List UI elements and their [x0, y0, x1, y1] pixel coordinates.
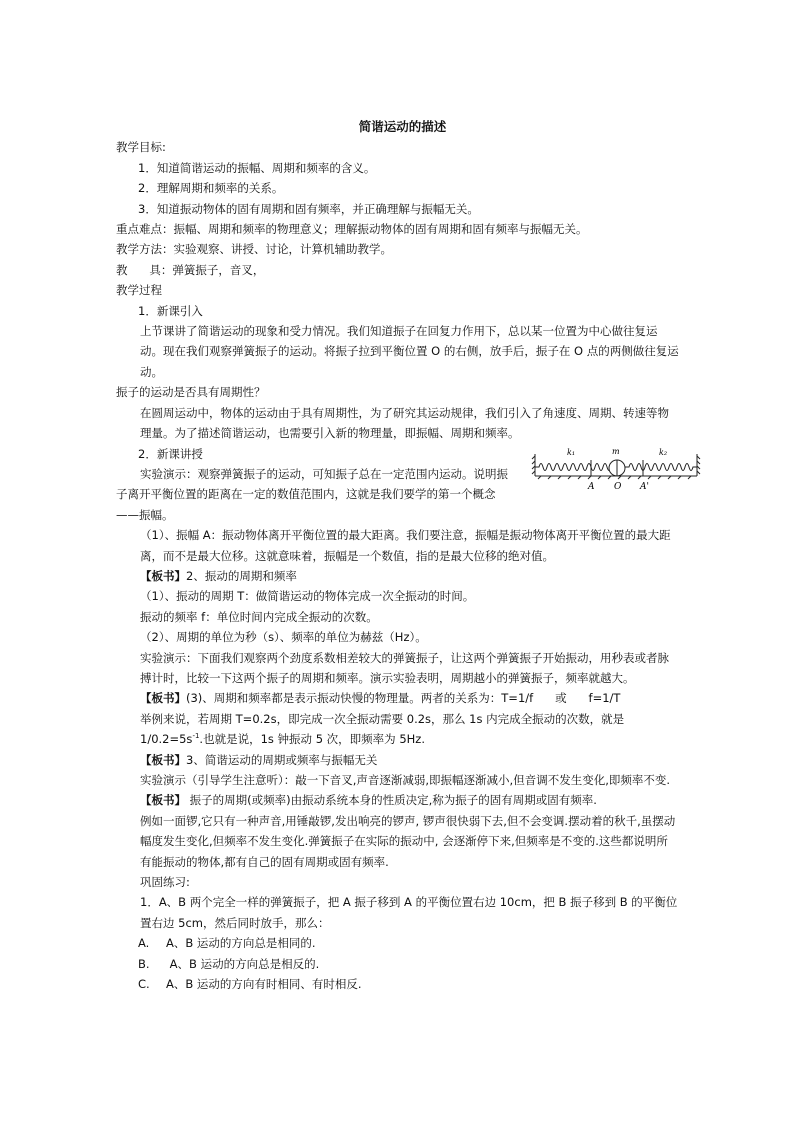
board-note	[116, 566, 679, 586]
option-text: A、B 运动的方向总是相反的.	[166, 956, 320, 971]
option-c	[116, 974, 679, 994]
paragraph: （2）、周期的单位为秒（s）、频率的单位为赫兹（Hz）。	[140, 630, 427, 645]
experiment-block	[116, 444, 679, 526]
option-a	[116, 933, 679, 953]
practice-heading: 巩固练习:	[140, 875, 190, 890]
board-text: (3)、周期和频率都是表示振动快慢的物理量。两者的关系为：T=1/f 或 f=1/T	[186, 691, 621, 706]
section-heading: 1．新课引入	[138, 303, 203, 318]
option-text: A、B 运动的方向总是相同的.	[166, 936, 316, 951]
paragraph: 实验演示：观察弹簧振子的运动，可知振子总在一定范围内运动。说明振	[140, 466, 508, 481]
paragraph: 实验演示（引导学生注意听）：敲一下音叉,声音逐渐减弱,即振幅逐渐减小,但音调不发生变化,即频率不变.	[140, 773, 671, 787]
label-o: O	[614, 481, 622, 492]
process-heading: 教学过程	[116, 283, 162, 298]
example-text-cont: .也就是说，1s 钟振动 5 次，即频率为 5Hz.	[199, 732, 425, 747]
goal-item: 2．理解周期和频率的关系。	[138, 181, 284, 196]
example-text: 举例来说，若周期 T=0.2s，即完成一次全振动需要 0.2s，那么 1s 内完成全振动的次数，就是 1/0.2=5s	[140, 711, 625, 747]
paragraph	[116, 709, 679, 750]
label-a-prime: A'	[640, 481, 649, 492]
label-k1: k₁	[567, 447, 576, 457]
teaching-tools: 教 具：弹簧振子，音叉，	[116, 262, 265, 277]
paragraph: 振动的频率 f：单位时间内完成全振动的次数。	[140, 609, 378, 624]
option-label: C.	[138, 977, 150, 992]
board-note	[116, 688, 679, 708]
paragraph: 例如一面锣,它只有一种声音,用锤敲锣,发出响亮的锣声, 锣声很快弱下去,但不会变调.摆动着的秋千,虽摆动幅度发生变化,但频率不发生变化.弹簧振子在实际的振动中, 会逐渐停下来,但频率是不变的.这些都说明所有能振动的物体,都有自己的固有周期或固有频率.	[140, 813, 676, 869]
paragraph: （1）、振动的周期 T：做简谐运动的物体完成一次全振动的时间。	[140, 589, 475, 604]
document-body	[116, 117, 679, 994]
key-points: 重点难点：振幅、周期和频率的物理意义；理解振动物体的固有周期和固有频率与振幅无关。	[116, 222, 588, 237]
board-tag: 【板书】	[140, 793, 186, 808]
board-tag: 【板书】	[140, 691, 186, 706]
teaching-methods: 教学方法：实验观察、讲授、讨论，计算机辅助教学。	[116, 242, 392, 257]
goal-item: 3．知道振动物体的固有周期和固有频率，并正确理解与振幅无关。	[138, 201, 479, 216]
page-title: 简谐运动的描述	[358, 119, 447, 134]
option-label: A.	[138, 936, 150, 951]
board-tag: 【板书】	[140, 752, 186, 767]
label-k2: k₂	[659, 447, 668, 457]
option-label: B.	[138, 956, 150, 971]
question-1: 1．A、B 两个完全一样的弹簧振子，把 A 振子移到 A 的平衡位置右边 10cm，把 B 振子移到 B 的平衡位置右边 5cm，然后同时放手，那么：	[140, 895, 678, 930]
paragraph: 上节课讲了简谐运动的现象和受力情况。我们知道振子在回复力作用下，总以某一位置为中心做往复运动。现在我们观察弹簧振子的运动。将振子拉到平衡位置 O 的右侧，放手后，振子在 O 点的两侧做往复运动。	[140, 324, 679, 379]
board-text: 2、振动的周期和频率	[186, 568, 297, 583]
example-superscript: -1	[192, 732, 200, 741]
goals-heading: 教学目标:	[116, 140, 166, 155]
paragraph: 在圆周运动中，物体的运动由于具有周期性，为了研究其运动规律，我们引入了角速度、周期、转速等物理量。为了描述简谐运动，也需要引入新的物理量，即振幅、周期和频率。	[140, 405, 669, 441]
paragraph: ——振幅。	[116, 507, 174, 522]
board-note	[116, 750, 679, 770]
spring-oscillator-figure	[531, 446, 701, 494]
goal-item: 1．知道简谐运动的振幅、周期和频率的含义。	[138, 160, 376, 175]
board-tag: 【板书】	[140, 568, 186, 583]
board-note	[116, 790, 679, 810]
paragraph: （1）、振幅 A：振动物体离开平衡位置的最大距离。我们要注意，振幅是振动物体离开平衡位置的最大距离，而不是最大位移。这就意味着，振幅是一个数值，指的是最大位移的绝对值。	[140, 528, 671, 563]
question-text: 振子的运动是否具有周期性？	[116, 385, 266, 400]
section-heading: 2．新课讲授	[138, 446, 203, 461]
board-text: 3、简谐运动的周期或频率与振幅无关	[186, 752, 378, 767]
label-m: m	[612, 446, 620, 456]
label-a: A	[588, 481, 595, 492]
option-text: A、B 运动的方向有时相同、有时相反.	[166, 977, 362, 992]
board-text: 振子的周期(或频率)由振动系统本身的性质决定,称为振子的固有周期或固有频率.	[186, 793, 597, 808]
option-b	[116, 954, 679, 974]
paragraph: 实验演示：下面我们观察两个劲度系数相差较大的弹簧振子，让这两个弹簧振子开始振动，用秒表或者脉搏计时，比较一下这两个振子的周期和频率。演示实验表明，周期越小的弹簧振子，频率就越大。	[140, 650, 669, 685]
paragraph: 子离开平衡位置的距离在一定的数值范围内，这就是我们要学的第一个概念	[116, 487, 496, 502]
